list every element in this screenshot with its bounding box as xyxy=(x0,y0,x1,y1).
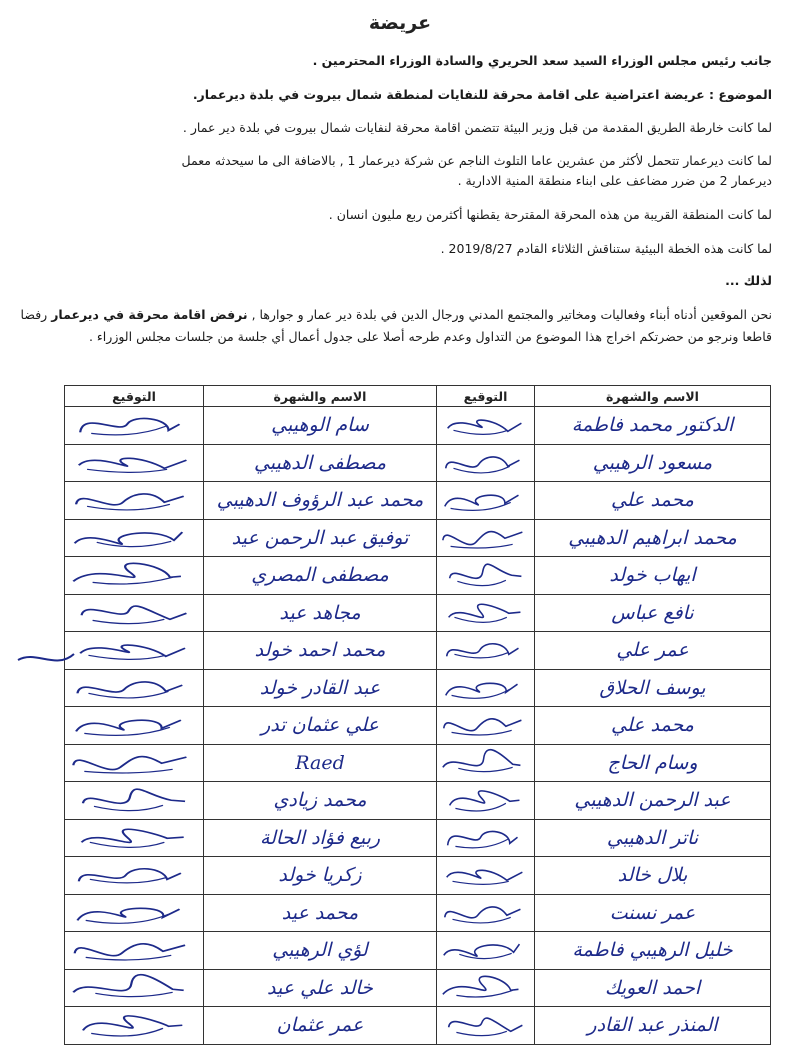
table-row xyxy=(65,557,771,595)
signature-scribble xyxy=(65,595,203,632)
signature-scribble xyxy=(437,520,534,557)
signer-name-left: Raed xyxy=(204,744,437,782)
signer-name-right: المنذر عبد القادر xyxy=(535,1007,771,1045)
signature-left xyxy=(65,594,204,632)
signer-name-right: الدكتور محمد فاطمة xyxy=(535,407,771,445)
signer-name-left: عمر عثمان xyxy=(204,1007,437,1045)
table-row xyxy=(65,857,771,895)
signature-scribble xyxy=(437,707,534,744)
signature-right xyxy=(437,969,535,1007)
clause-1: لما كانت خارطة الطريق المقدمة من قبل وزير البيئة تتضمن اقامة محرقة لنفايات شمال بيروت في بلدة دير عمار . xyxy=(182,120,772,135)
signature-scribble xyxy=(65,557,203,594)
signature-left xyxy=(65,707,204,745)
table-row xyxy=(65,707,771,745)
signer-name-right: وسام الحاج xyxy=(535,744,771,782)
signer-name-right: محمد علي xyxy=(535,707,771,745)
signature-left xyxy=(65,857,204,895)
table-row xyxy=(65,782,771,820)
signer-name-left: سام الوهيبي xyxy=(204,407,437,445)
stray-ink-mark xyxy=(16,640,76,680)
table-row xyxy=(65,632,771,670)
table-row xyxy=(65,1007,771,1045)
signature-right xyxy=(437,782,535,820)
signature-scribble xyxy=(65,745,203,782)
table-row xyxy=(65,969,771,1007)
signature-scribble xyxy=(437,595,534,632)
signature-left xyxy=(65,1007,204,1045)
signature-scribble xyxy=(437,482,534,519)
signature-right xyxy=(437,744,535,782)
signer-name-left: محمد عيد xyxy=(204,894,437,932)
signature-scribble xyxy=(437,1007,534,1044)
signature-right xyxy=(437,594,535,632)
signer-name-left: مجاهد عيد xyxy=(204,594,437,632)
table-row xyxy=(65,819,771,857)
signature-left xyxy=(65,744,204,782)
table-row xyxy=(65,407,771,445)
signature-left xyxy=(65,444,204,482)
addressee-line: جانب رئيس مجلس الوزراء السيد سعد الحريري والسادة الوزراء المحترمين . xyxy=(312,53,772,68)
signer-name-right: نافع عباس xyxy=(535,594,771,632)
signer-name-right: عبد الرحمن الدهيبي xyxy=(535,782,771,820)
signature-right xyxy=(437,519,535,557)
signer-name-right: خليل الرهيبي فاطمة xyxy=(535,932,771,970)
signer-name-right: ايهاب خولد xyxy=(535,557,771,595)
signature-scribble xyxy=(65,445,203,482)
statement-bold: نرفض اقامة محرقة في ديرعمار xyxy=(51,307,248,322)
signature-right xyxy=(437,669,535,707)
signer-name-left: محمد زيادي xyxy=(204,782,437,820)
signer-name-right: عمر نسنت xyxy=(535,894,771,932)
signature-table xyxy=(64,385,771,1045)
signature-left xyxy=(65,519,204,557)
table-row xyxy=(65,482,771,520)
signature-scribble xyxy=(65,1007,203,1044)
signature-scribble xyxy=(65,895,203,932)
subject-line: الموضوع : عريضة اعتراضية على اقامة محرقة للنفايات لمنطقة شمال بيروت في بلدة ديرعمار. xyxy=(192,87,772,102)
signer-name-right: محمد علي xyxy=(535,482,771,520)
signature-scribble xyxy=(437,670,534,707)
signer-name-left: خالد علي عيد xyxy=(204,969,437,1007)
signer-name-right: ناتر الدهيبي xyxy=(535,819,771,857)
signer-name-right: احمد العويك xyxy=(535,969,771,1007)
signature-scribble xyxy=(437,632,534,669)
signature-scribble xyxy=(437,970,534,1007)
clause-3: لما كانت المنطقة القريبة من هذه المحرقة المقترحة يقطنها أكثرمن ربع مليون انسان . xyxy=(328,207,772,222)
clause-2b: ديرعمار 2 من ضرر مضاعف على ابناء منطقة المنية الادارية . xyxy=(457,173,772,188)
signer-name-left: توفيق عبد الرحمن عيد xyxy=(204,519,437,557)
signature-left xyxy=(65,482,204,520)
signature-scribble xyxy=(437,407,534,444)
signature-right xyxy=(437,444,535,482)
signature-left xyxy=(65,557,204,595)
signature-scribble xyxy=(65,670,203,707)
signature-left xyxy=(65,819,204,857)
header-name-left: الاسم والشهرة xyxy=(204,386,437,407)
table-row xyxy=(65,744,771,782)
signer-name-left: علي عثمان تدر xyxy=(204,707,437,745)
table-row xyxy=(65,894,771,932)
signer-name-left: لؤي الرهيبي xyxy=(204,932,437,970)
header-name-right: الاسم والشهرة xyxy=(535,386,771,407)
signature-right xyxy=(437,707,535,745)
signature-scribble xyxy=(65,520,203,557)
signature-right xyxy=(437,632,535,670)
signature-scribble xyxy=(65,857,203,894)
statement-part1: نحن الموقعين أدناه أبناء وفعاليات ومخاتير والمجتمع المدني ورجال الدين في بلدة دير عمار و جوارها , xyxy=(247,307,772,322)
signature-left xyxy=(65,669,204,707)
table-row xyxy=(65,594,771,632)
signature-scribble xyxy=(437,445,534,482)
signer-name-left: محمد احمد خولد xyxy=(204,632,437,670)
table-row xyxy=(65,519,771,557)
signer-name-left: عبد القادر خولد xyxy=(204,669,437,707)
signature-scribble xyxy=(437,820,534,857)
document-title: عريضة xyxy=(368,12,432,34)
signature-right xyxy=(437,894,535,932)
signature-scribble xyxy=(65,707,203,744)
signature-left xyxy=(65,894,204,932)
signature-right xyxy=(437,819,535,857)
signature-scribble xyxy=(437,932,534,969)
signature-left xyxy=(65,632,204,670)
signature-scribble xyxy=(437,745,534,782)
signer-name-right: عمر علي xyxy=(535,632,771,670)
signature-left xyxy=(65,782,204,820)
signature-scribble xyxy=(437,557,534,594)
signature-scribble xyxy=(437,782,534,819)
statement-paragraph xyxy=(20,304,772,348)
signer-name-left: مصطفى الدهيبي xyxy=(204,444,437,482)
signer-name-left: زكريا خولد xyxy=(204,857,437,895)
clause-4: لما كانت هذه الخطة البيئية ستناقش الثلاثاء القادم 2019/8/27 . xyxy=(440,241,772,256)
signature-scribble xyxy=(65,482,203,519)
table-row xyxy=(65,932,771,970)
statement-part2: رفضا قاطعا ونرجو من حضرتكم اخراج هذا الموضوع من التداول وعدم طرحه أصلا على جدول أعمال أي جلسة من جلسات مجلس الوزراء . xyxy=(20,307,772,344)
signature-scribble xyxy=(437,895,534,932)
therefore-line: لذلك ... xyxy=(725,273,772,288)
signature-scribble xyxy=(65,820,203,857)
signer-name-left: ربيع فؤاد الحالة xyxy=(204,819,437,857)
table-row xyxy=(65,669,771,707)
signature-scribble xyxy=(65,407,203,444)
signature-scribble xyxy=(65,782,203,819)
signature-left xyxy=(65,932,204,970)
signature-right xyxy=(437,1007,535,1045)
table-header-row xyxy=(65,386,771,407)
signer-name-left: مصطفى المصري xyxy=(204,557,437,595)
signer-name-right: يوسف الحلاق xyxy=(535,669,771,707)
signer-name-right: مسعود الرهيبي xyxy=(535,444,771,482)
signature-rows xyxy=(65,407,771,1045)
signer-name-right: محمد ابراهيم الدهيبي xyxy=(535,519,771,557)
signature-scribble xyxy=(437,857,534,894)
table-row xyxy=(65,444,771,482)
signature-left xyxy=(65,407,204,445)
signer-name-left: محمد عبد الرؤوف الدهيبي xyxy=(204,482,437,520)
signature-scribble xyxy=(65,632,203,669)
header-sign-left: التوقيع xyxy=(65,386,204,407)
signature-scribble xyxy=(65,970,203,1007)
signature-right xyxy=(437,857,535,895)
header-sign-right: التوقيع xyxy=(437,386,535,407)
signature-scribble xyxy=(65,932,203,969)
signature-right xyxy=(437,482,535,520)
clause-2a: لما كانت ديرعمار تتحمل لأكثر من عشرين عاما التلوث الناجم عن شركة ديرعمار 1 , بالاضافة الى ما سيحدثه معمل xyxy=(181,153,772,168)
signature-right xyxy=(437,557,535,595)
signature-right xyxy=(437,407,535,445)
signature-right xyxy=(437,932,535,970)
signer-name-right: بلال خالد xyxy=(535,857,771,895)
signature-left xyxy=(65,969,204,1007)
